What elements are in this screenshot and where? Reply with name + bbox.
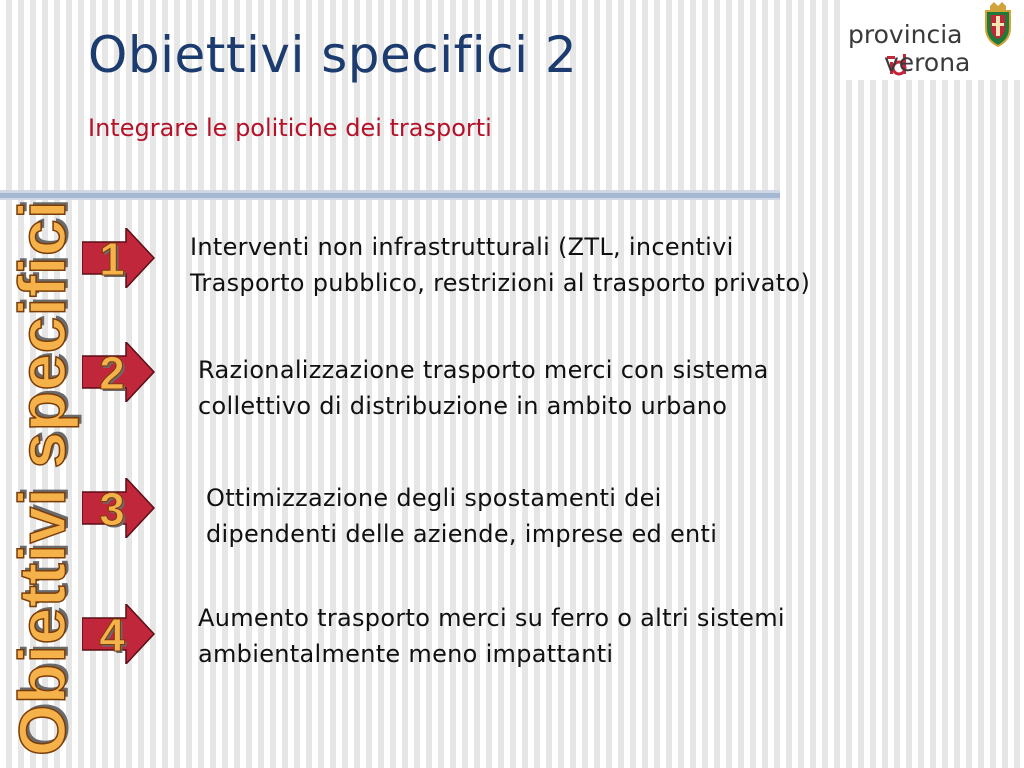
list-item-3 — [206, 480, 717, 552]
side-label-container — [5, 200, 79, 756]
number-arrow-3 — [82, 478, 156, 538]
item-number-2: 2 — [99, 347, 125, 399]
title-divider — [0, 190, 780, 200]
provincia-verona-logo — [844, 0, 1020, 80]
number-arrow-1 — [82, 228, 156, 288]
list-item-2 — [198, 352, 769, 424]
number-arrow-2 — [82, 342, 156, 402]
item-3-line-2: dipendenti delle aziende, imprese ed enti — [206, 520, 718, 548]
crest-icon — [980, 2, 1016, 48]
item-3-line-1: Ottimizzazione degli spostamenti dei — [206, 484, 662, 512]
side-label-vertical: Obiettivi specifici — [5, 200, 79, 756]
item-number-4: 4 — [99, 609, 125, 661]
logo-line-provincia: provincia — [848, 20, 963, 49]
item-2-line-2: collettivo di distribuzione in ambito urbano — [198, 392, 728, 420]
list-item-4 — [198, 600, 785, 672]
slide-subtitle: Integrare le politiche dei trasporti — [88, 114, 492, 142]
number-arrow-4 — [82, 604, 156, 664]
list-item-1 — [190, 229, 810, 301]
slide-title: Obiettivi specifici 2 — [88, 26, 578, 84]
item-4-line-2: ambientalmente meno impattanti — [198, 640, 614, 668]
item-1-line-2: Trasporto pubblico, restrizioni al trasporto privato) — [190, 269, 811, 297]
item-1-line-1: Interventi non infrastrutturali (ZTL, incentivi — [190, 233, 734, 261]
item-number-3: 3 — [99, 483, 125, 535]
item-2-line-1: Razionalizzazione trasporto merci con sistema — [198, 356, 769, 384]
item-4-line-1: Aumento trasporto merci su ferro o altri sistemi — [198, 604, 785, 632]
item-number-1: 1 — [99, 233, 125, 285]
logo-line-verona: verona — [884, 48, 971, 77]
